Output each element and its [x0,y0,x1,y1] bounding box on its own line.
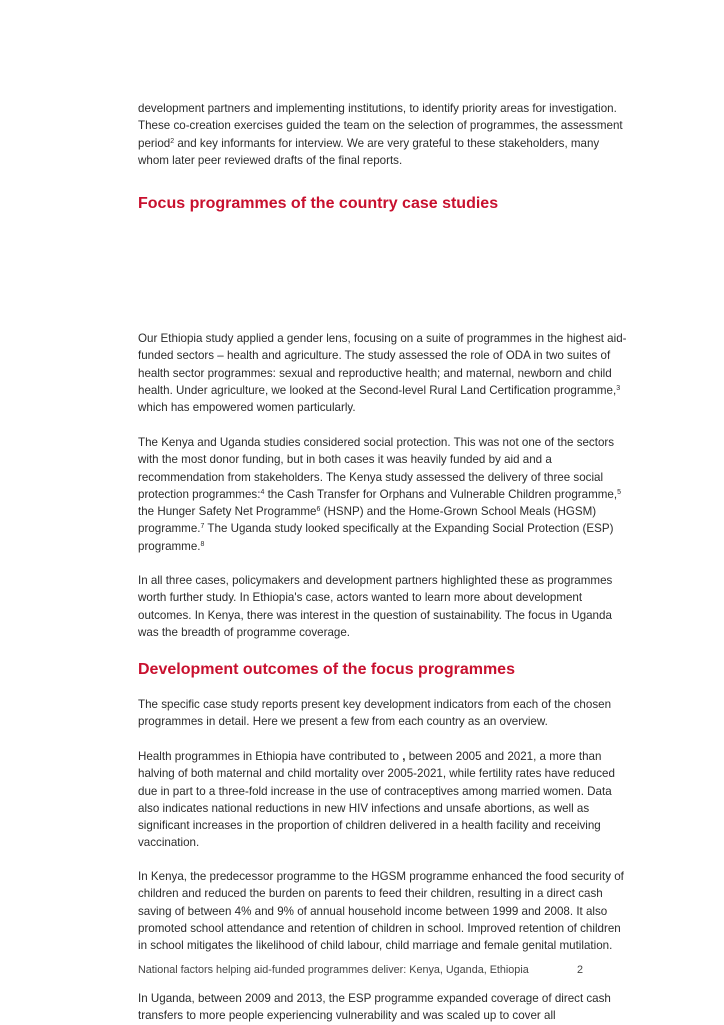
footnote-ref-2[interactable]: 2 [170,137,175,145]
paragraph-kenya-hgsm: In Kenya, the predecessor programme to the HGSM programme enhanced the food security of children and reduced the burden on parents to feed their children, resulting in a direct cash saving of between 4% and 9% of annual household income between 1999 and 2008. It also promoted school attendance and retention of children in school. Improved retention of children in school mitigates the likelihood of child labour, child marriage and female genital mutilation. [138,870,624,953]
footnote-ref-4[interactable]: 4 [260,488,265,496]
page-footer: National factors helping aid-funded programmes deliver: Kenya, Uganda, Ethiopia [138,964,529,976]
paragraph-all-three-cases: In all three cases, policymakers and development partners highlighted these as programmes worth further study. In Ethiopia's case, actors wanted to learn more about development outcomes. In Kenya, there was interest in the question of sustainability. The focus in Uganda was the breadth of programme coverage. [138,574,613,639]
page-number: 2 [577,964,584,976]
footnote-ref-3[interactable]: 3 [616,384,621,392]
footnote-ref-5[interactable]: 5 [617,488,621,496]
paragraph-ethiopia-health [138,748,628,852]
paragraph-case-study-reports: The specific case study reports present key development indicators from each of the chosen programmes in detail. Here we present a few from each country as an overview. [138,698,612,729]
paragraph-uganda-esp: In Uganda, between 2009 and 2013, the ESP programme expanded coverage of direct cash transfers to more people experiencing vulnerability and was scaled up to cover all [138,992,611,1023]
bold-text-run: , [402,750,406,763]
heading-focus-programmes: Focus programmes of the country case studies [138,195,499,212]
text-run: Our Ethiopia study applied a gender lens, focusing on a suite of programmes in the highest aid-funded sectors – health and agriculture. The study assessed the role of ODA in two suites of health sector programmes: sexual and reproductive health; and maternal, newborn and child health. Under agriculture, we looked at the Second-level Rural Land Certification programme, [138,332,627,397]
text-run: between 2005 and 2021, a more than halving of both maternal and child mortality over 2005-2021, while fertility rates have reduced due in part to a three-fold increase in the use of contraceptives among married women. Data also indicates national reductions in new HIV infections and unsafe abortions, as well as significant increases in the proportion of children delivered in a health facility and receiving vaccination. [138,750,615,850]
footnote-ref-6[interactable]: 6 [316,506,321,514]
text-run: development partners and implementing institutions, to identify priority areas for investigation. These co-creation exercises guided the team on the selection of programmes, the assessment period [138,102,623,150]
footnote-ref-7[interactable]: 7 [200,523,205,531]
paragraph-ethiopia-study [138,330,628,416]
text-run: which has empowered women particularly. [138,401,356,415]
text-run: The Kenya and Uganda studies considered social protection. This was not one of the sectors with the most donor funding, but in both cases it was heavily funded by aid and a recommendation from stakeholders. The Kenya study assessed the delivery of three social protection programmes: [138,436,615,501]
paragraph-kenya-uganda-studies [138,434,628,555]
paragraph-co-creation [138,100,628,169]
text-run: The Uganda study looked specifically at the Expanding Social Protection (ESP) programme. [138,522,614,553]
text-run: the Hunger Safety Net Programme [138,505,317,519]
text-run: and key informants for interview. We are very grateful to these stakeholders, many whom later peer reviewed drafts of the final reports. [138,136,600,167]
footnote-ref-8[interactable]: 8 [200,540,205,548]
text-run: Health programmes in Ethiopia have contributed to [138,750,403,763]
text-run: the Cash Transfer for Orphans and Vulnerable Children programme, [264,487,618,501]
text-run: (HSNP) and the Home-Grown School Meals (HGSM) programme. [138,505,597,536]
heading-development-outcomes: Development outcomes of the focus programmes [138,661,515,678]
